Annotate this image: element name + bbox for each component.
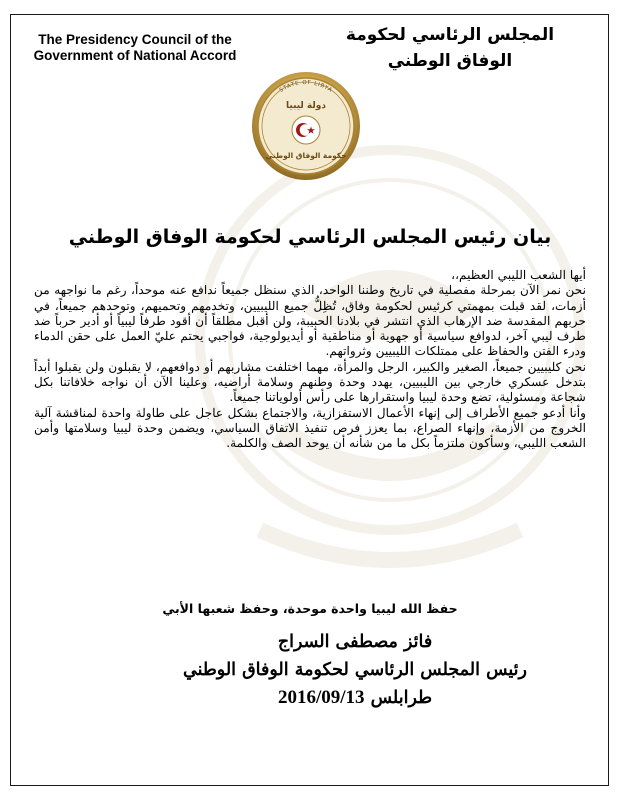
closing-blessing: حفظ الله ليبيا واحدة موحدة، وحفظ شعبها الأبي [162,601,458,616]
seal-inner-text: دولة ليبيا [286,101,326,111]
signatory-position: رئيس المجلس الرئاسي لحكومة الوفاق الوطني [182,660,528,680]
signatory-name: فائز مصطفى السراج [277,632,433,652]
paragraph-3: وأنا أدعو جميع الأطراف إلى إنهاء الأعمال الاستفزازية، والاجتماع بشكل عاجل على طاولة واحدة لمناقشة آلية الخروج من الأزمة، وإنهاء الصراع، بما يعزز فرص تنفيذ الاتفاق السياسي، ويضمن وحدة ليبيا وسلامتها وأمن الشعب الليبي، وسأكون ملتزماً بكل ما من شأنه أن يوحد الصف والكلمة. [34,405,586,451]
greeting: أيها الشعب الليبي العظيم،، [451,268,586,282]
header-arabic [320,22,580,74]
signature-block [145,628,565,712]
seal-top-text: STATE OF LIBYA [278,79,334,94]
place: طرابلس [370,688,433,708]
header-english-line2: Government of National Accord [33,48,237,63]
statement-body [34,268,586,452]
header-arabic-line1: المجلس الرئاسي لحكومة [345,25,555,45]
header-arabic-line2: الوفاق الوطني [387,51,513,71]
statement-title: بيان رئيس المجلس الرئاسي لحكومة الوفاق الوطني [68,226,552,248]
seal-bottom-text: حكومة الوفاق الوطني [265,151,347,160]
state-seal-emblem [250,70,362,182]
date: 2016/09/13 [277,687,365,708]
header-english [20,32,250,64]
paragraph-2: نحن كليبيين جميعاً، الصغير والكبير، الرجل والمرأة، مهما اختلفت مشاربهم أو دوافعهم، لا يقبلون ولن يقبلوا أبداً بتدخل عسكري خارجي بين الليبيين، يهدد وحدة وطنهم وسلامة أراضيه، وعلينا الآن أن نواجه خلافاتنا بكل شجاعة ومسئولية، تضع وحدة ليبيا واستقرارها على رأس أولوياتنا جميعاً. [34,359,586,405]
place-and-date [145,684,565,712]
header-english-line1: The Presidency Council of the [38,32,232,47]
paragraph-1: نحن نمر الآن بمرحلة مفصلية في تاريخ وطننا الواحد، الذي سنظل جميعاً ندافع عنه موحداً، رغم ما نواجهه من أزمات، لقد قبلت بمهمتي كرئيس لحكومة وفاق، تُظِلُّ جميع الليبيين، وتخدمهم وتحميهم، وتوحدهم جميعاً، في حربهم المقدسة ضد الإرهاب الذي انتشر في بلادنا الحبيبة، ولن أقبل مطلقاً أن أقود طرفاً ليبياً أو أدير حرباً ضد طرف ليبي آخر، لدوافع سياسية أو جهوية أو مناطقية أو أيديولوجية، فواجبي يحتم عليّ العمل على حقن الدماء ودرء الفتن والحفاظ على ممتلكات الليبيين وثرواتهم. [34,283,586,359]
